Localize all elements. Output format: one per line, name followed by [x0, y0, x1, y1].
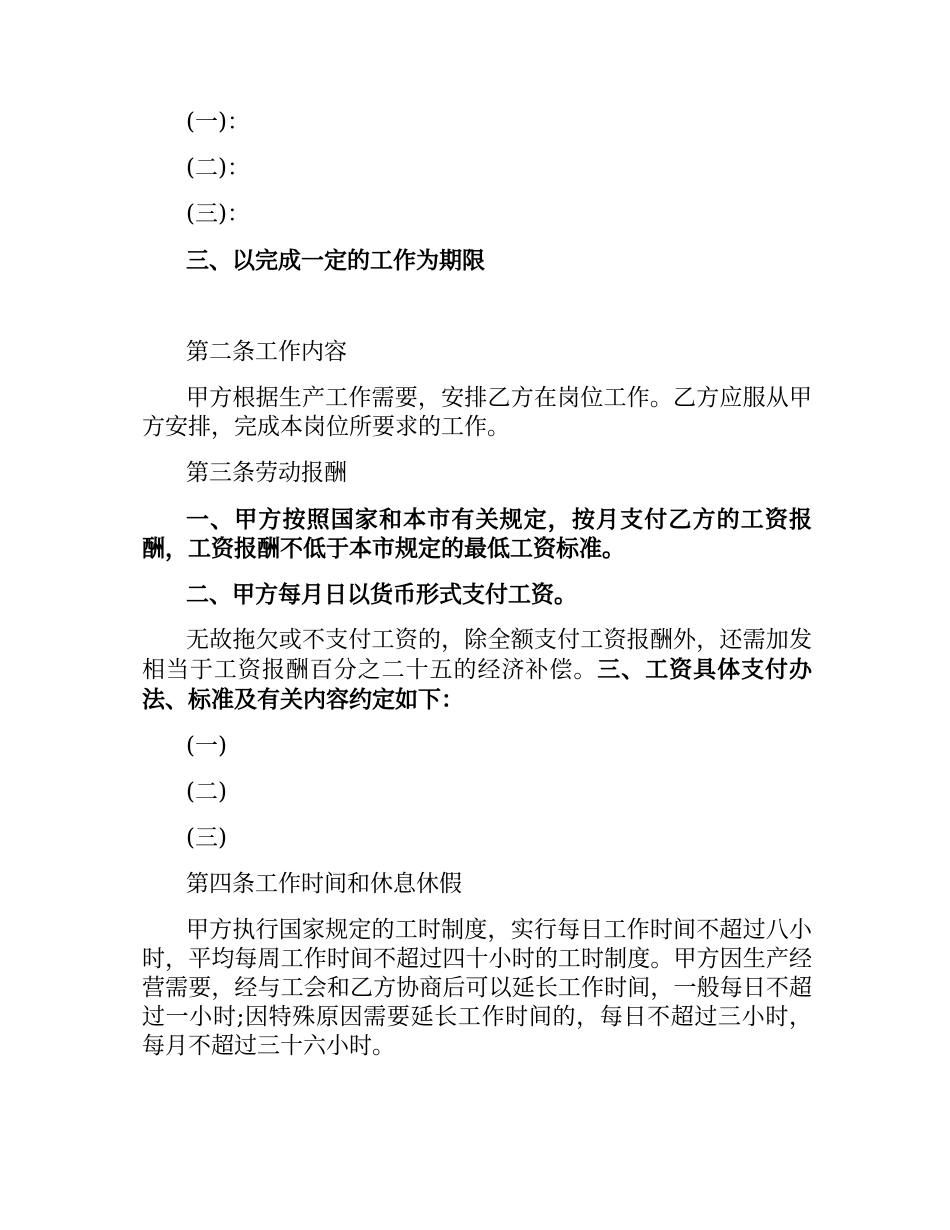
list-item-3: (三)： — [186, 201, 250, 227]
sub-item-3: (三) — [186, 825, 227, 851]
document-page — [142, 108, 812, 1078]
article-4-title: 第四条工作时间和休息休假 — [186, 871, 462, 897]
article-3-clause-3: 三、工资具体支付办法、标准及有关内容约定如下： — [142, 656, 813, 713]
list-item-1: (一)： — [186, 109, 250, 135]
article-2-title: 第二条工作内容 — [186, 339, 347, 365]
article-2-body: 甲方根据生产工作需要，安排乙方在岗位工作。乙方应服从甲方安排，完成本岗位所要求的工作。 — [142, 385, 812, 440]
sub-item-1: (一) — [186, 733, 227, 759]
article-3-clause-1: 一、甲方按照国家和本市有关规定，按月支付乙方的工资报酬，工资报酬不低于本市规定的最低工资标准。 — [142, 506, 812, 562]
section-heading-term: 三、以完成一定的工作为期限 — [186, 247, 485, 274]
wage-arrears-text: 无故拖欠或不支付工资的，除全额支付工资报酬外，还需加发相当于工资报酬百分之二十五的经济补偿。 — [142, 627, 812, 683]
article-3-clause-body — [142, 626, 812, 715]
article-4-body: 甲方执行国家规定的工时制度，实行每日工作时间不超过八小时，平均每周工作时间不超过四十小时的工时制度。甲方因生产经营需要，经与工会和乙方协商后可以延长工作时间，一般每日不超过一小时;因特殊原因需要延长工作时间的，每日不超过三小时，每月不超过三十六小时。 — [142, 917, 812, 1059]
sub-item-2: (二) — [186, 779, 227, 805]
article-3-title: 第三条劳动报酬 — [186, 460, 347, 486]
article-3-clause-2: 二、甲方每月日以货币形式支付工资。 — [186, 581, 577, 608]
list-item-2: (二)： — [186, 155, 250, 181]
spacer — [142, 292, 812, 338]
